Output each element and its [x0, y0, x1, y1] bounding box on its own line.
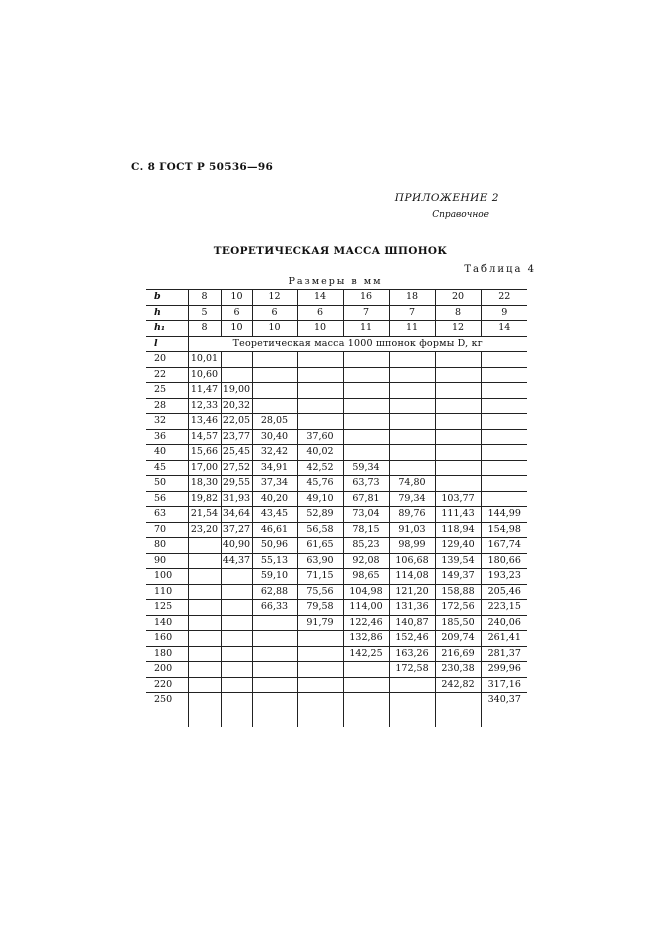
mass-value: [435, 398, 481, 414]
mass-value: 14,57: [188, 429, 221, 445]
mass-caption: Теоретическая масса 1000 шпонок формы D, кг: [188, 336, 527, 352]
table-row: [146, 367, 527, 383]
length-value: 20: [146, 352, 188, 368]
mass-value: [188, 662, 221, 678]
mass-value: [297, 646, 343, 662]
mass-value: 28,05: [252, 414, 297, 430]
table-row: [146, 507, 527, 523]
mass-value: [435, 367, 481, 383]
annex-title: ПРИЛОЖЕНИЕ 2: [394, 192, 499, 204]
dimension-value: 14: [481, 321, 527, 337]
mass-value: 131,36: [389, 600, 435, 616]
mass-value: 19,82: [188, 491, 221, 507]
mass-value: [389, 445, 435, 461]
table-row: [146, 429, 527, 445]
units-caption: Размеры в мм: [288, 276, 383, 287]
mass-value: 46,61: [252, 522, 297, 538]
mass-value: 91,79: [297, 615, 343, 631]
mass-value: 154,98: [481, 522, 527, 538]
dimension-value: 8: [188, 321, 221, 337]
mass-value: 129,40: [435, 538, 481, 554]
mass-value: [221, 693, 252, 728]
mass-value: 172,58: [389, 662, 435, 678]
mass-value: 10,01: [188, 352, 221, 368]
length-value: 40: [146, 445, 188, 461]
table-row: [146, 522, 527, 538]
dimension-row: [146, 321, 527, 337]
mass-value: 180,66: [481, 553, 527, 569]
dimension-label: h₁: [146, 321, 188, 337]
length-value: 90: [146, 553, 188, 569]
dimension-value: 20: [435, 290, 481, 306]
mass-value: 152,46: [389, 631, 435, 647]
mass-value: [188, 615, 221, 631]
mass-value: [435, 352, 481, 368]
mass-value: [297, 398, 343, 414]
mass-value: [297, 383, 343, 399]
mass-value: 98,99: [389, 538, 435, 554]
dimension-row: [146, 305, 527, 321]
table-row: [146, 398, 527, 414]
mass-value: [481, 445, 527, 461]
mass-value: [343, 677, 389, 693]
mass-value: [481, 367, 527, 383]
mass-value: [435, 476, 481, 492]
mass-value: [389, 383, 435, 399]
mass-value: [343, 352, 389, 368]
mass-value: 122,46: [343, 615, 389, 631]
mass-value: [435, 693, 481, 728]
mass-value: [188, 538, 221, 554]
mass-value: 85,23: [343, 538, 389, 554]
mass-value: 205,46: [481, 584, 527, 600]
mass-value: 22,05: [221, 414, 252, 430]
table-row: [146, 476, 527, 492]
mass-value: 10,60: [188, 367, 221, 383]
mass-value: 37,34: [252, 476, 297, 492]
mass-value: [188, 677, 221, 693]
dimension-value: 16: [343, 290, 389, 306]
mass-value: 79,34: [389, 491, 435, 507]
dimension-value: 6: [297, 305, 343, 321]
mass-value: 261,41: [481, 631, 527, 647]
mass-value: [252, 398, 297, 414]
mass-value: [252, 677, 297, 693]
mass-value: 104,98: [343, 584, 389, 600]
mass-table: [146, 289, 527, 727]
mass-value: [252, 367, 297, 383]
mass-value: 59,10: [252, 569, 297, 585]
mass-value: [221, 631, 252, 647]
mass-value: 15,66: [188, 445, 221, 461]
mass-value: [435, 383, 481, 399]
dimension-value: 9: [481, 305, 527, 321]
mass-value: [343, 429, 389, 445]
mass-value: 23,77: [221, 429, 252, 445]
mass-value: 111,43: [435, 507, 481, 523]
table-row: [146, 383, 527, 399]
dimension-value: 10: [297, 321, 343, 337]
mass-value: [252, 693, 297, 728]
mass-value: 71,15: [297, 569, 343, 585]
mass-value: 242,82: [435, 677, 481, 693]
mass-value: [297, 352, 343, 368]
mass-value: [221, 662, 252, 678]
mass-value: [221, 584, 252, 600]
mass-value: 118,94: [435, 522, 481, 538]
mass-value: 56,58: [297, 522, 343, 538]
mass-value: 18,30: [188, 476, 221, 492]
length-value: 160: [146, 631, 188, 647]
mass-value: 163,26: [389, 646, 435, 662]
mass-value: 49,10: [297, 491, 343, 507]
mass-value: [481, 414, 527, 430]
mass-value: 52,89: [297, 507, 343, 523]
mass-value: [252, 631, 297, 647]
document-title: ТЕОРЕТИЧЕСКАЯ МАССА ШПОНОК: [213, 245, 448, 257]
mass-value: [343, 693, 389, 728]
mass-value: [389, 414, 435, 430]
mass-value: 78,15: [343, 522, 389, 538]
mass-value: 92,08: [343, 553, 389, 569]
mass-value: [297, 414, 343, 430]
table-row: [146, 538, 527, 554]
length-value: 180: [146, 646, 188, 662]
length-value: 220: [146, 677, 188, 693]
dimension-value: 10: [221, 321, 252, 337]
mass-value: [221, 367, 252, 383]
length-value: 25: [146, 383, 188, 399]
mass-value: [221, 677, 252, 693]
table-row: [146, 553, 527, 569]
length-value: 63: [146, 507, 188, 523]
mass-value: [221, 352, 252, 368]
dimension-value: 12: [252, 290, 297, 306]
dimension-value: 14: [297, 290, 343, 306]
mass-value: [221, 600, 252, 616]
mass-value: 37,60: [297, 429, 343, 445]
mass-value: 114,00: [343, 600, 389, 616]
dimension-value: 22: [481, 290, 527, 306]
mass-value: 209,74: [435, 631, 481, 647]
length-value: 110: [146, 584, 188, 600]
dimension-value: 12: [435, 321, 481, 337]
length-value: 28: [146, 398, 188, 414]
mass-value: 149,37: [435, 569, 481, 585]
mass-value: [435, 445, 481, 461]
mass-value: [297, 662, 343, 678]
mass-value: [481, 352, 527, 368]
length-value: 140: [146, 615, 188, 631]
length-value: 70: [146, 522, 188, 538]
mass-value: 66,33: [252, 600, 297, 616]
mass-value: [389, 398, 435, 414]
length-value: 125: [146, 600, 188, 616]
mass-value: [343, 367, 389, 383]
table-row: [146, 677, 527, 693]
table-row: [146, 600, 527, 616]
caption-row: [146, 336, 527, 352]
mass-value: 20,32: [221, 398, 252, 414]
mass-value: 17,00: [188, 460, 221, 476]
table-row: [146, 414, 527, 430]
mass-value: 89,76: [389, 507, 435, 523]
mass-value: 121,20: [389, 584, 435, 600]
mass-value: 340,37: [481, 693, 527, 728]
dimension-value: 7: [343, 305, 389, 321]
mass-value: 216,69: [435, 646, 481, 662]
dimension-value: 6: [252, 305, 297, 321]
mass-value: 61,65: [297, 538, 343, 554]
mass-value: 172,56: [435, 600, 481, 616]
dimension-value: 5: [188, 305, 221, 321]
length-value: 32: [146, 414, 188, 430]
mass-value: [221, 646, 252, 662]
mass-value: [297, 367, 343, 383]
mass-value: [389, 367, 435, 383]
mass-value: [481, 383, 527, 399]
table-number: Таблица 4: [464, 264, 536, 275]
mass-value: [297, 693, 343, 728]
mass-value: [389, 460, 435, 476]
mass-value: 29,55: [221, 476, 252, 492]
dimension-label: b: [146, 290, 188, 306]
mass-value: 25,45: [221, 445, 252, 461]
mass-value: [188, 693, 221, 728]
mass-value: [188, 646, 221, 662]
mass-value: 103,77: [435, 491, 481, 507]
length-value: 100: [146, 569, 188, 585]
mass-value: 193,23: [481, 569, 527, 585]
mass-value: 59,34: [343, 460, 389, 476]
mass-value: [343, 383, 389, 399]
mass-value: [435, 429, 481, 445]
mass-value: 240,06: [481, 615, 527, 631]
mass-value: [188, 600, 221, 616]
mass-value: [389, 693, 435, 728]
mass-value: 317,16: [481, 677, 527, 693]
mass-value: [188, 584, 221, 600]
dimension-value: 7: [389, 305, 435, 321]
mass-value: 55,13: [252, 553, 297, 569]
mass-value: 223,15: [481, 600, 527, 616]
table-row: [146, 584, 527, 600]
mass-value: 132,86: [343, 631, 389, 647]
mass-value: [481, 429, 527, 445]
mass-value: [343, 445, 389, 461]
dimension-value: 11: [389, 321, 435, 337]
mass-value: [252, 383, 297, 399]
dimension-row: [146, 290, 527, 306]
mass-value: 75,56: [297, 584, 343, 600]
mass-value: [389, 677, 435, 693]
mass-value: 185,50: [435, 615, 481, 631]
mass-value: 43,45: [252, 507, 297, 523]
table-row: [146, 491, 527, 507]
mass-value: 158,88: [435, 584, 481, 600]
table-row: [146, 615, 527, 631]
mass-value: 50,96: [252, 538, 297, 554]
mass-value: 106,68: [389, 553, 435, 569]
mass-value: [481, 398, 527, 414]
mass-value: 42,52: [297, 460, 343, 476]
mass-value: 140,87: [389, 615, 435, 631]
mass-value: 139,54: [435, 553, 481, 569]
table-row: [146, 646, 527, 662]
mass-value: [389, 352, 435, 368]
dimension-label: h: [146, 305, 188, 321]
mass-value: [252, 352, 297, 368]
mass-value: [343, 398, 389, 414]
mass-value: [188, 553, 221, 569]
mass-value: [389, 429, 435, 445]
mass-value: [297, 631, 343, 647]
annex-subtitle: Справочное: [432, 210, 489, 220]
mass-value: 32,42: [252, 445, 297, 461]
mass-value: [188, 631, 221, 647]
mass-value: 37,27: [221, 522, 252, 538]
mass-value: [221, 615, 252, 631]
table-row: [146, 460, 527, 476]
length-value: 200: [146, 662, 188, 678]
dimension-value: 11: [343, 321, 389, 337]
mass-value: 12,33: [188, 398, 221, 414]
table-row: [146, 662, 527, 678]
mass-value: 91,03: [389, 522, 435, 538]
mass-value: 45,76: [297, 476, 343, 492]
table-row: [146, 352, 527, 368]
mass-value: 74,80: [389, 476, 435, 492]
table-row: [146, 569, 527, 585]
mass-value: [343, 414, 389, 430]
mass-value: 98,65: [343, 569, 389, 585]
mass-value: 73,04: [343, 507, 389, 523]
mass-value: 19,00: [221, 383, 252, 399]
mass-value: [481, 460, 527, 476]
mass-value: [252, 646, 297, 662]
mass-value: 21,54: [188, 507, 221, 523]
mass-value: 44,37: [221, 553, 252, 569]
dimension-value: 10: [221, 290, 252, 306]
mass-value: 114,08: [389, 569, 435, 585]
mass-value: 34,64: [221, 507, 252, 523]
mass-value: 23,20: [188, 522, 221, 538]
mass-value: [435, 414, 481, 430]
mass-value: 62,88: [252, 584, 297, 600]
mass-value: 34,91: [252, 460, 297, 476]
mass-value: 144,99: [481, 507, 527, 523]
mass-value: 63,90: [297, 553, 343, 569]
mass-value: [221, 569, 252, 585]
length-value: 36: [146, 429, 188, 445]
length-value: 80: [146, 538, 188, 554]
length-value: 22: [146, 367, 188, 383]
dimension-value: 10: [252, 321, 297, 337]
table-row: [146, 693, 527, 728]
mass-value: [343, 662, 389, 678]
mass-value: 31,93: [221, 491, 252, 507]
mass-value: 67,81: [343, 491, 389, 507]
length-value: 250: [154, 694, 173, 705]
mass-value: 13,46: [188, 414, 221, 430]
mass-value: 79,58: [297, 600, 343, 616]
mass-value: 299,96: [481, 662, 527, 678]
length-value: 45: [146, 460, 188, 476]
mass-value: [252, 662, 297, 678]
length-label: l: [146, 336, 188, 352]
table-row: [146, 631, 527, 647]
mass-value: 63,73: [343, 476, 389, 492]
mass-value: 40,90: [221, 538, 252, 554]
mass-value: 11,47: [188, 383, 221, 399]
mass-value: 167,74: [481, 538, 527, 554]
mass-value: 40,20: [252, 491, 297, 507]
dimension-value: 8: [188, 290, 221, 306]
mass-value: 27,52: [221, 460, 252, 476]
mass-value: 281,37: [481, 646, 527, 662]
mass-value: [481, 491, 527, 507]
dimension-value: 18: [389, 290, 435, 306]
dimension-value: 6: [221, 305, 252, 321]
length-value: 50: [146, 476, 188, 492]
mass-value: 230,38: [435, 662, 481, 678]
mass-value: [188, 569, 221, 585]
table-row: [146, 445, 527, 461]
mass-value: [297, 677, 343, 693]
mass-value: [435, 460, 481, 476]
length-value: 56: [146, 491, 188, 507]
dimension-value: 8: [435, 305, 481, 321]
mass-value: [252, 615, 297, 631]
mass-value: 40,02: [297, 445, 343, 461]
page-header: С. 8 ГОСТ Р 50536—96: [131, 161, 274, 173]
mass-value: 142,25: [343, 646, 389, 662]
mass-value: [481, 476, 527, 492]
mass-value: 30,40: [252, 429, 297, 445]
